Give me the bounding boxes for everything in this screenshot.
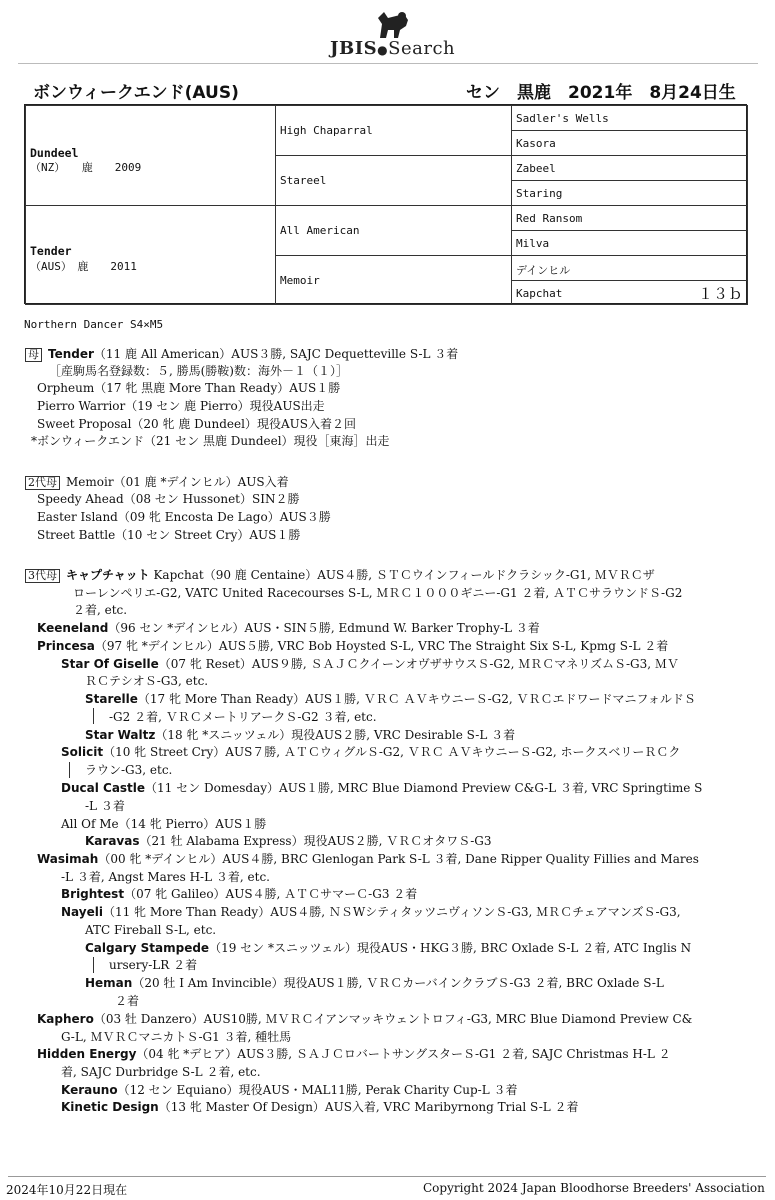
pedigree-cell xyxy=(511,155,748,181)
pedigree-name[interactable]: Stareel xyxy=(280,174,327,187)
logo-text: JBIS●Search xyxy=(330,38,456,59)
horse-link[interactable]: Nayeli xyxy=(61,905,103,919)
footer-divider xyxy=(8,1176,766,1177)
list-item: Orpheum（17 牝 黒鹿 More Than Ready）AUS１勝 xyxy=(37,381,341,395)
pedigree-sire-cell xyxy=(25,105,276,206)
pedigree-name[interactable]: Red Ransom xyxy=(516,212,583,225)
list-item: Sweet Proposal（20 牝 鹿 Dundeel）現役AUS入着２回 xyxy=(37,417,356,431)
pedigree-cell xyxy=(511,180,748,206)
pedigree-cell xyxy=(511,130,748,156)
list-item: ２着 xyxy=(115,994,140,1008)
list-item: ［産駒馬名登録数：５, 勝馬(勝鞍)数：海外－１（１）］ xyxy=(49,364,348,378)
list-item: Ducal Castle（11 セン Domesday）AUS１勝, MRC Blue Diamond Preview C&G-L ３着, VRC Springtime S xyxy=(61,781,703,795)
list-item: 2代母 Memoir（01 鹿 *デインヒル）AUS入着 xyxy=(25,475,289,490)
list-item: Street Battle（10 セン Street Cry）AUS１勝 xyxy=(37,528,301,542)
list-item: *ボンウィークエンド（21 セン 黒鹿 Dundeel）現役［東海］出走 xyxy=(31,434,390,448)
horse-info: セン 黒鹿 2021年 8月24日生 xyxy=(466,83,736,103)
sire-name[interactable]: Dundeel xyxy=(30,146,79,160)
inbreeding-note: Northern Dancer S4×M5 xyxy=(24,318,164,331)
pedigree-table xyxy=(24,104,747,304)
pedigree-name[interactable]: Zabeel xyxy=(516,162,556,175)
horse-link[interactable]: Ducal Castle xyxy=(61,781,146,795)
header-divider xyxy=(18,63,758,64)
list-item: Hidden Energy（04 牝 *デヒア）AUS３勝, ＳＡＪＣロバートサングスターＳ-G1 ２着, SAJC Christmas H-L ２ xyxy=(37,1047,671,1061)
footer-date: 2024年10月22日現在 xyxy=(6,1183,128,1197)
list-item: Pierro Warrior（19 セン 鹿 Pierro）現役AUS出走 xyxy=(37,399,325,413)
list-item: Princesa（97 牝 *デインヒル）AUS５勝, VRC Bob Hoysted S-L, VRC The Straight Six S-L, Kpmg S-L ２着 xyxy=(37,639,669,653)
list-item: Star Of Giselle（07 牝 Reset）AUS９勝, ＳＡＪＣクイーンオヴザサウスＳ-G2, ＭＲＣマネリズムＳ-G3, ＭＶ xyxy=(61,657,679,671)
tree-connector xyxy=(93,957,94,973)
pedigree-cell xyxy=(275,205,512,256)
horse-link[interactable]: Brightest xyxy=(61,887,125,901)
list-item: ATC Fireball S-L, etc. xyxy=(85,923,217,937)
pedigree-cell xyxy=(511,230,748,256)
pedigree-cell xyxy=(275,155,512,206)
tree-connector xyxy=(69,762,70,778)
pedigree-name[interactable]: High Chaparral xyxy=(280,124,373,137)
horse-name: ボンウィークエンド(AUS) xyxy=(33,83,239,103)
list-item: ２着, etc. xyxy=(73,603,128,617)
footer-copyright: Copyright 2024 Japan Bloodhorse Breeders' Association xyxy=(423,1181,765,1195)
list-item: -L ３着 xyxy=(85,799,125,813)
pedigree-name[interactable]: Sadler's Wells xyxy=(516,112,609,125)
dam-badge: 母 xyxy=(25,348,42,362)
pedigree-cell xyxy=(275,105,512,156)
pedigree-cell xyxy=(511,205,748,231)
horse-link[interactable]: Heman xyxy=(85,976,133,990)
pedigree-cell xyxy=(511,280,748,305)
pedigree-cell xyxy=(275,255,512,305)
list-item: -L ３着, Angst Mares H-L ３着, etc. xyxy=(61,870,270,884)
horse-link[interactable]: Tender xyxy=(48,347,94,361)
list-item: G-L, ＭＶＲＣマニカトＳ-G1 ３着, 種牡馬 xyxy=(61,1030,292,1044)
list-item: ＲＣテシオＳ-G3, etc. xyxy=(85,674,209,688)
horse-link[interactable]: Kerauno xyxy=(61,1083,118,1097)
list-item: Starelle（17 牝 More Than Ready）AUS１勝, ＶＲＣ ＡＶキウニーＳ-G2, ＶＲＣエドワードマニフォルドＳ xyxy=(85,692,696,706)
dam-detail: （AUS） 鹿 2011 xyxy=(30,260,137,273)
list-item: Brightest（07 牝 Galileo）AUS４勝, ＡＴＣサマーＣ-G3 ２着 xyxy=(61,887,418,901)
list-item: 3代母 キャプチャット Kapchat（90 鹿 Centaine）AUS４勝, ＳＴＣウインフィールドクラシック-G1, ＭＶＲＣザ xyxy=(25,568,655,583)
list-item: Kerauno（12 セン Equiano）現役AUS・MAL11勝, Perak Charity Cup-L ３着 xyxy=(61,1083,518,1097)
horse-link[interactable]: Solicit xyxy=(61,745,104,759)
list-item: ursery-LR ２着 xyxy=(109,958,198,972)
list-item: All Of Me（14 牝 Pierro）AUS１勝 xyxy=(61,817,267,831)
horse-link[interactable]: Star Of Giselle xyxy=(61,657,159,671)
list-item: Wasimah（00 牝 *デインヒル）AUS４勝, BRC Glenlogan Park S-L ３着, Dane Ripper Quality Fillies and Mares xyxy=(37,852,699,866)
second-dam-badge: 2代母 xyxy=(25,476,60,490)
pedigree-name[interactable]: Staring xyxy=(516,187,563,200)
list-item: Kinetic Design（13 牝 Master Of Design）AUS入着, VRC Maribyrnong Trial S-L ２着 xyxy=(61,1100,579,1114)
horse-link[interactable]: Wasimah xyxy=(37,852,99,866)
horse-link[interactable]: Keeneland xyxy=(37,621,109,635)
horse-link[interactable]: Kaphero xyxy=(37,1012,94,1026)
horse-link[interactable]: Star Waltz xyxy=(85,728,156,742)
horse-logo-icon xyxy=(372,10,412,40)
horse-link[interactable]: Princesa xyxy=(37,639,95,653)
list-item: ラウン-G3, etc. xyxy=(85,763,173,777)
list-item: Calgary Stampede（19 セン *スニッツェル）現役AUS・HKG３勝, BRC Oxlade S-L ２着, ATC Inglis N xyxy=(85,941,692,955)
horse-link[interactable]: Calgary Stampede xyxy=(85,941,210,955)
dam-name[interactable]: Tender xyxy=(30,244,72,258)
horse-link[interactable]: Karavas xyxy=(85,834,140,848)
pedigree-name[interactable]: デインヒル xyxy=(516,264,571,277)
horse-link[interactable]: キャプチャット xyxy=(66,568,150,582)
list-item: Kaphero（03 牡 Danzero）AUS10勝, ＭＶＲＣイアンマッキウェントロフィ-G3, MRC Blue Diamond Preview C& xyxy=(37,1012,693,1026)
pedigree-name[interactable]: Kasora xyxy=(516,137,556,150)
pedigree-cell xyxy=(511,255,748,281)
pedigree-name[interactable]: All American xyxy=(280,224,360,237)
family-number: １３ｂ xyxy=(697,285,743,303)
horse-link[interactable]: Starelle xyxy=(85,692,138,706)
sire-detail: （NZ） 鹿 2009 xyxy=(30,161,142,174)
horse-link[interactable]: Kinetic Design xyxy=(61,1100,159,1114)
pedigree-name[interactable]: Memoir xyxy=(280,274,320,287)
tree-connector xyxy=(93,708,94,724)
pedigree-name[interactable]: Kapchat xyxy=(516,287,563,300)
list-item: Easter Island（09 牝 Encosta De Lago）AUS３勝 xyxy=(37,510,331,524)
list-item: 着, SAJC Durbridge S-L ２着, etc. xyxy=(61,1065,261,1079)
pedigree-dam-cell xyxy=(25,205,276,305)
list-item: 母 Tender（11 鹿 All American）AUS３勝, SAJC Dequetteville S-L ３着 xyxy=(25,347,458,362)
list-item: ローレンペリエ-G2, VATC United Racecourses S-L, ＭＲＣ１０００ギニー-G1 ２着, ＡＴＣサラウンドＳ-G2 xyxy=(73,586,683,600)
list-item: Speedy Ahead（08 セン Hussonet）SIN２勝 xyxy=(37,492,300,506)
site-logo[interactable] xyxy=(0,8,775,58)
third-dam-badge: 3代母 xyxy=(25,569,60,583)
list-item: Star Waltz（18 牝 *スニッツェル）現役AUS２勝, VRC Desirable S-L ３着 xyxy=(85,728,516,742)
list-item: Keeneland（96 セン *デインヒル）AUS・SIN５勝, Edmund W. Barker Trophy-L ３着 xyxy=(37,621,540,635)
list-item: Solicit（10 牝 Street Cry）AUS７勝, ＡＴＣウィグルＳ-G2, ＶＲＣ ＡＶキウニーＳ-G2, ホークスベリーＲＣク xyxy=(61,745,681,759)
list-item: Karavas（21 牡 Alabama Express）現役AUS２勝, ＶＲＣオタワＳ-G3 xyxy=(85,834,492,848)
list-item: Heman（20 牡 I Am Invincible）現役AUS１勝, ＶＲＣカーバインクラブＳ-G3 ２着, BRC Oxlade S-L xyxy=(85,976,664,990)
pedigree-cell xyxy=(511,105,748,131)
list-item: Nayeli（11 牝 More Than Ready）AUS４勝, ＮＳWシティタッツニヴィソンＳ-G3, ＭＲＣチェアマンズＳ-G3, xyxy=(61,905,681,919)
list-item: -G2 ２着, ＶＲＣメートリアークＳ-G2 ３着, etc. xyxy=(109,710,377,724)
pedigree-name[interactable]: Milva xyxy=(516,237,550,250)
horse-link[interactable]: Hidden Energy xyxy=(37,1047,137,1061)
